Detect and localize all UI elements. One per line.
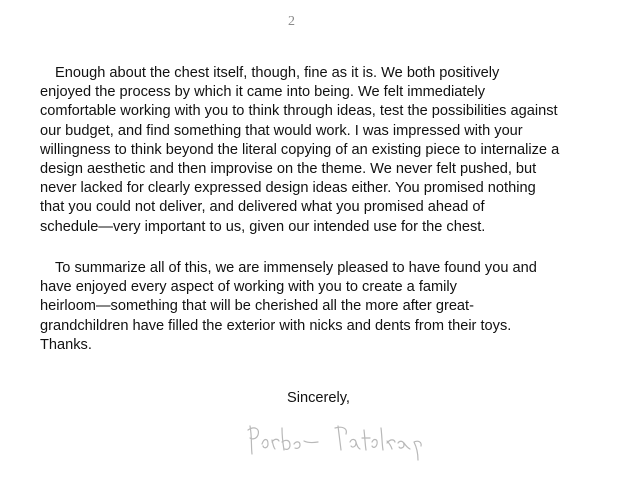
paragraph-line: enjoyed the process by which it came into being. We felt immediately [40,84,486,101]
paragraph-line: To summarize all of this, we are immensely pleased to have found you and [55,260,537,276]
paragraph-line: schedule—very important to us, given our intended use for the chest. [40,218,486,235]
paragraph-line: never lacked for clearly expressed design ideas either. You promised nothing [40,180,536,197]
paragraph-line: willingness to think beyond the literal copying of an existing piece to internalize a [40,141,560,158]
paragraph-line: have enjoyed every aspect of working with you to create a family [40,279,457,296]
paragraph-line: design aesthetic and then improvise on the theme. We never felt pushed, but [40,161,537,178]
paragraph-line: grandchildren have filled the exterior with nicks and dents from their toys. [40,317,512,334]
body-paragraph-1 [40,64,630,237]
paragraph-line: Thanks. [40,336,92,353]
closing-salutation: Sincerely, [287,390,350,406]
signature-icon [238,408,458,468]
page-number: 2 [288,14,295,29]
paragraph-line: that you could not deliver, and delivered what you promised ahead of [40,199,485,216]
paragraph-line: Enough about the chest itself, though, fine as it is. We both positively [55,65,500,81]
body-paragraph-2 [40,259,630,355]
paragraph-line: our budget, and find something that would work. I was impressed with your [40,122,523,139]
paragraph-line: heirloom—something that will be cherished all the more after great- [40,298,474,315]
paragraph-line: comfortable working with you to think through ideas, test the possibilities against [40,103,558,120]
